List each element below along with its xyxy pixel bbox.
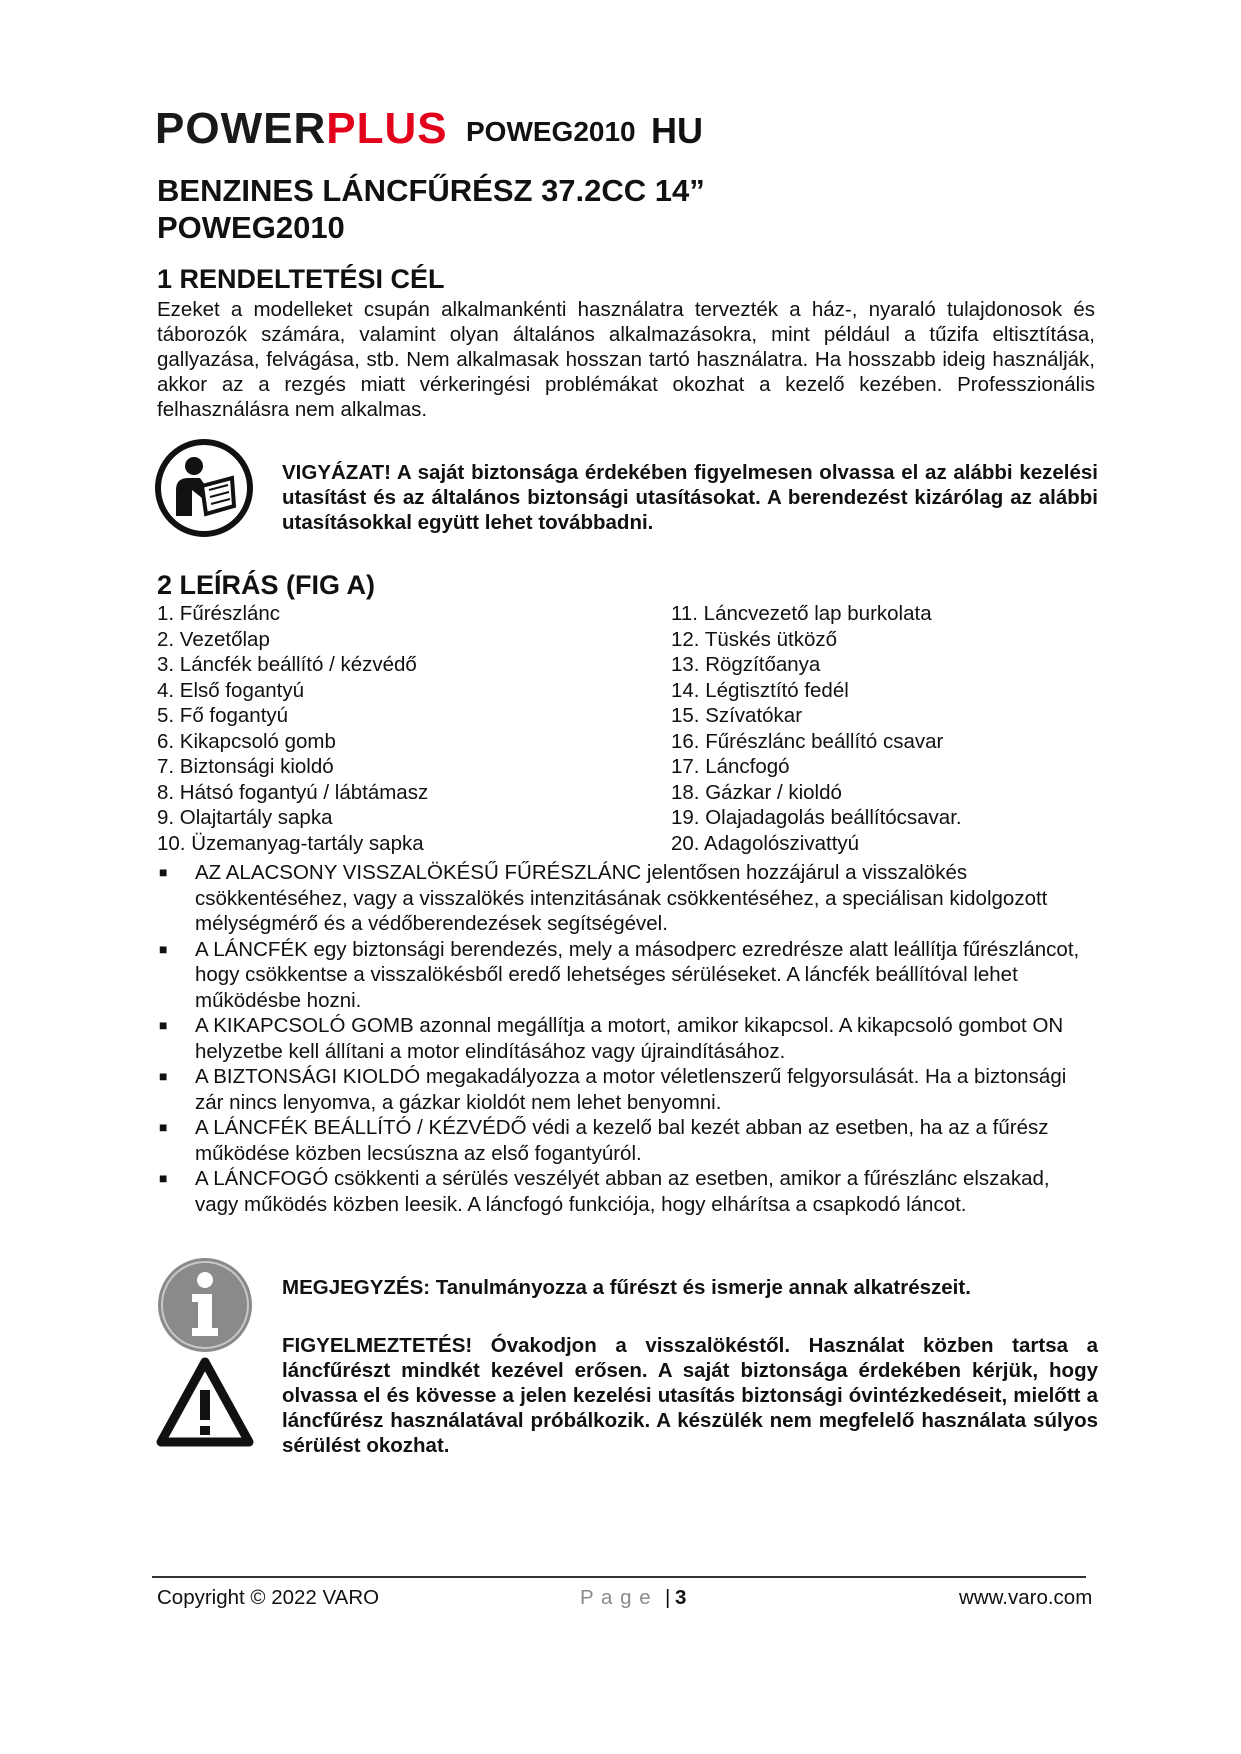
part-item: 6. Kikapcsoló gomb	[157, 729, 336, 753]
part-item: 14. Légtisztító fedél	[671, 678, 849, 702]
parts-row	[157, 832, 1097, 858]
title-line2: POWEG2010	[157, 210, 345, 245]
brand-part1: POWER	[155, 104, 327, 153]
bullet-marker: ■	[159, 940, 168, 957]
list-item	[157, 1013, 1087, 1064]
footer-divider	[152, 1576, 1086, 1578]
part-item: 9. Olajtartály sapka	[157, 806, 333, 829]
parts-row	[157, 602, 1097, 628]
list-item	[157, 1166, 1087, 1217]
part-item: 10. Üzemanyag-tartály sapka	[157, 831, 424, 855]
bullet-marker: ■	[159, 1017, 168, 1033]
footer-website: www.varo.com	[959, 1586, 1093, 1609]
part-item: 12. Tüskés ütköző	[671, 627, 837, 651]
section2-heading: 2 LEÍRÁS (FIG A)	[157, 570, 376, 600]
section2-note: MEGJEGYZÉS: Tanulmányozza a fűrészt és ismerje annak alkatrészeit.	[282, 1276, 971, 1299]
part-item: 1. Fűrészlánc	[157, 602, 281, 625]
bullet-marker: ■	[159, 1068, 168, 1084]
parts-row	[157, 806, 1097, 832]
part-item: 13. Rögzítőanya	[671, 653, 821, 676]
part-item: 11. Láncvezető lap burkolata	[671, 602, 932, 625]
list-item	[157, 860, 1087, 937]
bullet-marker: ■	[159, 1170, 168, 1186]
parts-row	[157, 628, 1097, 654]
part-item: 16. Fűrészlánc beállító csavar	[671, 729, 944, 753]
parts-list	[157, 602, 1097, 857]
footer-page-number: 3	[675, 1586, 687, 1609]
part-item: 3. Láncfék beállító / kézvédő	[157, 653, 417, 676]
read-manual-icon	[154, 438, 254, 538]
parts-row	[157, 781, 1097, 807]
part-item: 8. Hátsó fogantyú / lábtámasz	[157, 780, 429, 804]
bullet-text: A BIZTONSÁGI KIOLDÓ megakadályozza a motor véletlenszerű felgyorsulását. Ha a biztonsági zár nincs lenyomva, a gázkar kioldót nem lehet benyomni.	[195, 1065, 1067, 1114]
warning-triangle-icon	[156, 1356, 254, 1448]
part-item: 18. Gázkar / kioldó	[671, 780, 842, 804]
parts-row	[157, 704, 1097, 730]
list-item	[157, 1064, 1087, 1115]
part-item: 5. Fő fogantyú	[157, 704, 289, 727]
bullet-marker: ■	[159, 1119, 168, 1135]
bullet-text: AZ ALACSONY VISSZALÖKÉSŰ FŰRÉSZLÁNC jelentősen hozzájárul a visszalökés csökkentéséhez, vagy a visszalökés intenzitásának csökkentéséhez, a speciálisan kidolgozott mélységmérő és a védőberendezések segítségével.	[195, 861, 1048, 935]
header-model: POWEG2010	[466, 116, 636, 147]
footer-copyright: Copyright © 2022 VARO	[157, 1586, 380, 1609]
brand-logo	[155, 104, 448, 154]
parts-row	[157, 755, 1097, 781]
section1-text: Ezeket a modelleket csupán alkalmankénti használatra tervezték a ház-, nyaraló tulajdonosok és táborozók számára, valamint olyan általános alkalmazásokra, mint például a tűzifa eltisztítása, gallyazása, felvágása, stb. Nem alkalmasak hosszan tartó használatra. Ha hosszabb ideig használják, akkor az a rezgés miatt vérkeringési problémákat okozhat a kezelő kezében. Professzionális felhasználásra nem alkalmas.	[157, 298, 1095, 421]
part-item: 2. Vezetőlap	[157, 627, 270, 651]
bullet-text: A LÁNCFOGÓ csökkenti a sérülés veszélyét abban az esetben, amikor a fűrészlánc elszakad, vagy működés közben leesik. A láncfogó funkciója, hogy elhárítsa a csapkodó láncot.	[195, 1167, 1050, 1216]
header-language: HU	[651, 110, 703, 151]
info-icon	[156, 1256, 254, 1354]
section2-warning: FIGYELMEZTETÉS! Óvakodjon a visszalökéstől. Használat közben tartsa a láncfűrészt mindkét kezével erősen. A saját biztonsága érdekében kérjük, hogy olvassa el és kövesse a jelen kezelési utasítás biztonsági óvintézkedéseit, mielőtt a láncfűrész használatával próbálkozik. A készülék nem megfelelő használata súlyos sérülést okozhat.	[282, 1334, 1098, 1457]
title-line1: BENZINES LÁNCFŰRÉSZ 37.2CC 14”	[157, 173, 705, 208]
list-item	[157, 1115, 1087, 1166]
bullet-text: A LÁNCFÉK egy biztonsági berendezés, mely a másodperc ezredrésze alatt leállítja fűrészláncot, hogy csökkentse a visszalökésből eredő lehetséges sérüléseket. A láncfék beállítóval lehet működésbe hozni.	[195, 937, 1080, 1012]
part-item: 17. Láncfogó	[671, 755, 790, 778]
footer-page-label: P a g e	[580, 1586, 652, 1609]
parts-row	[157, 653, 1097, 679]
parts-row	[157, 730, 1097, 756]
bullet-text: A LÁNCFÉK BEÁLLÍTÓ / KÉZVÉDŐ védi a kezelő bal kezét abban az esetben, ha az a fűrész működése közben lecsúszna az első fogantyúról.	[195, 1116, 1049, 1165]
part-item: 7. Biztonsági kioldó	[157, 755, 334, 778]
brand-part2: PLUS	[326, 104, 448, 153]
parts-row	[157, 679, 1097, 705]
feature-bullets	[157, 860, 1087, 1217]
bullet-text: A KIKAPCSOLÓ GOMB azonnal megállítja a motort, amikor kikapcsol. A kikapcsoló gombot ON helyzetbe kell állítani a motor elindításához vagy újraindításához.	[195, 1014, 1064, 1063]
part-item: 15. Szívatókar	[671, 704, 803, 727]
part-item: 4. Első fogantyú	[157, 678, 305, 702]
page-title	[157, 172, 705, 246]
part-item: 20. Adagolószivattyú	[671, 831, 860, 855]
bullet-marker: ■	[159, 864, 168, 880]
list-item	[157, 937, 1087, 1014]
section1-heading: 1 RENDELTETÉSI CÉL	[157, 264, 445, 294]
section1-warning: VIGYÁZAT! A saját biztonsága érdekében figyelmesen olvassa el az alábbi kezelési utasítást és az általános biztonsági utasításokat. A berendezést kizárólag az alábbi utasításokkal együtt lehet továbbadni.	[282, 461, 1098, 534]
footer-separator: |	[665, 1586, 671, 1609]
part-item: 19. Olajadagolás beállítócsavar.	[671, 806, 962, 829]
